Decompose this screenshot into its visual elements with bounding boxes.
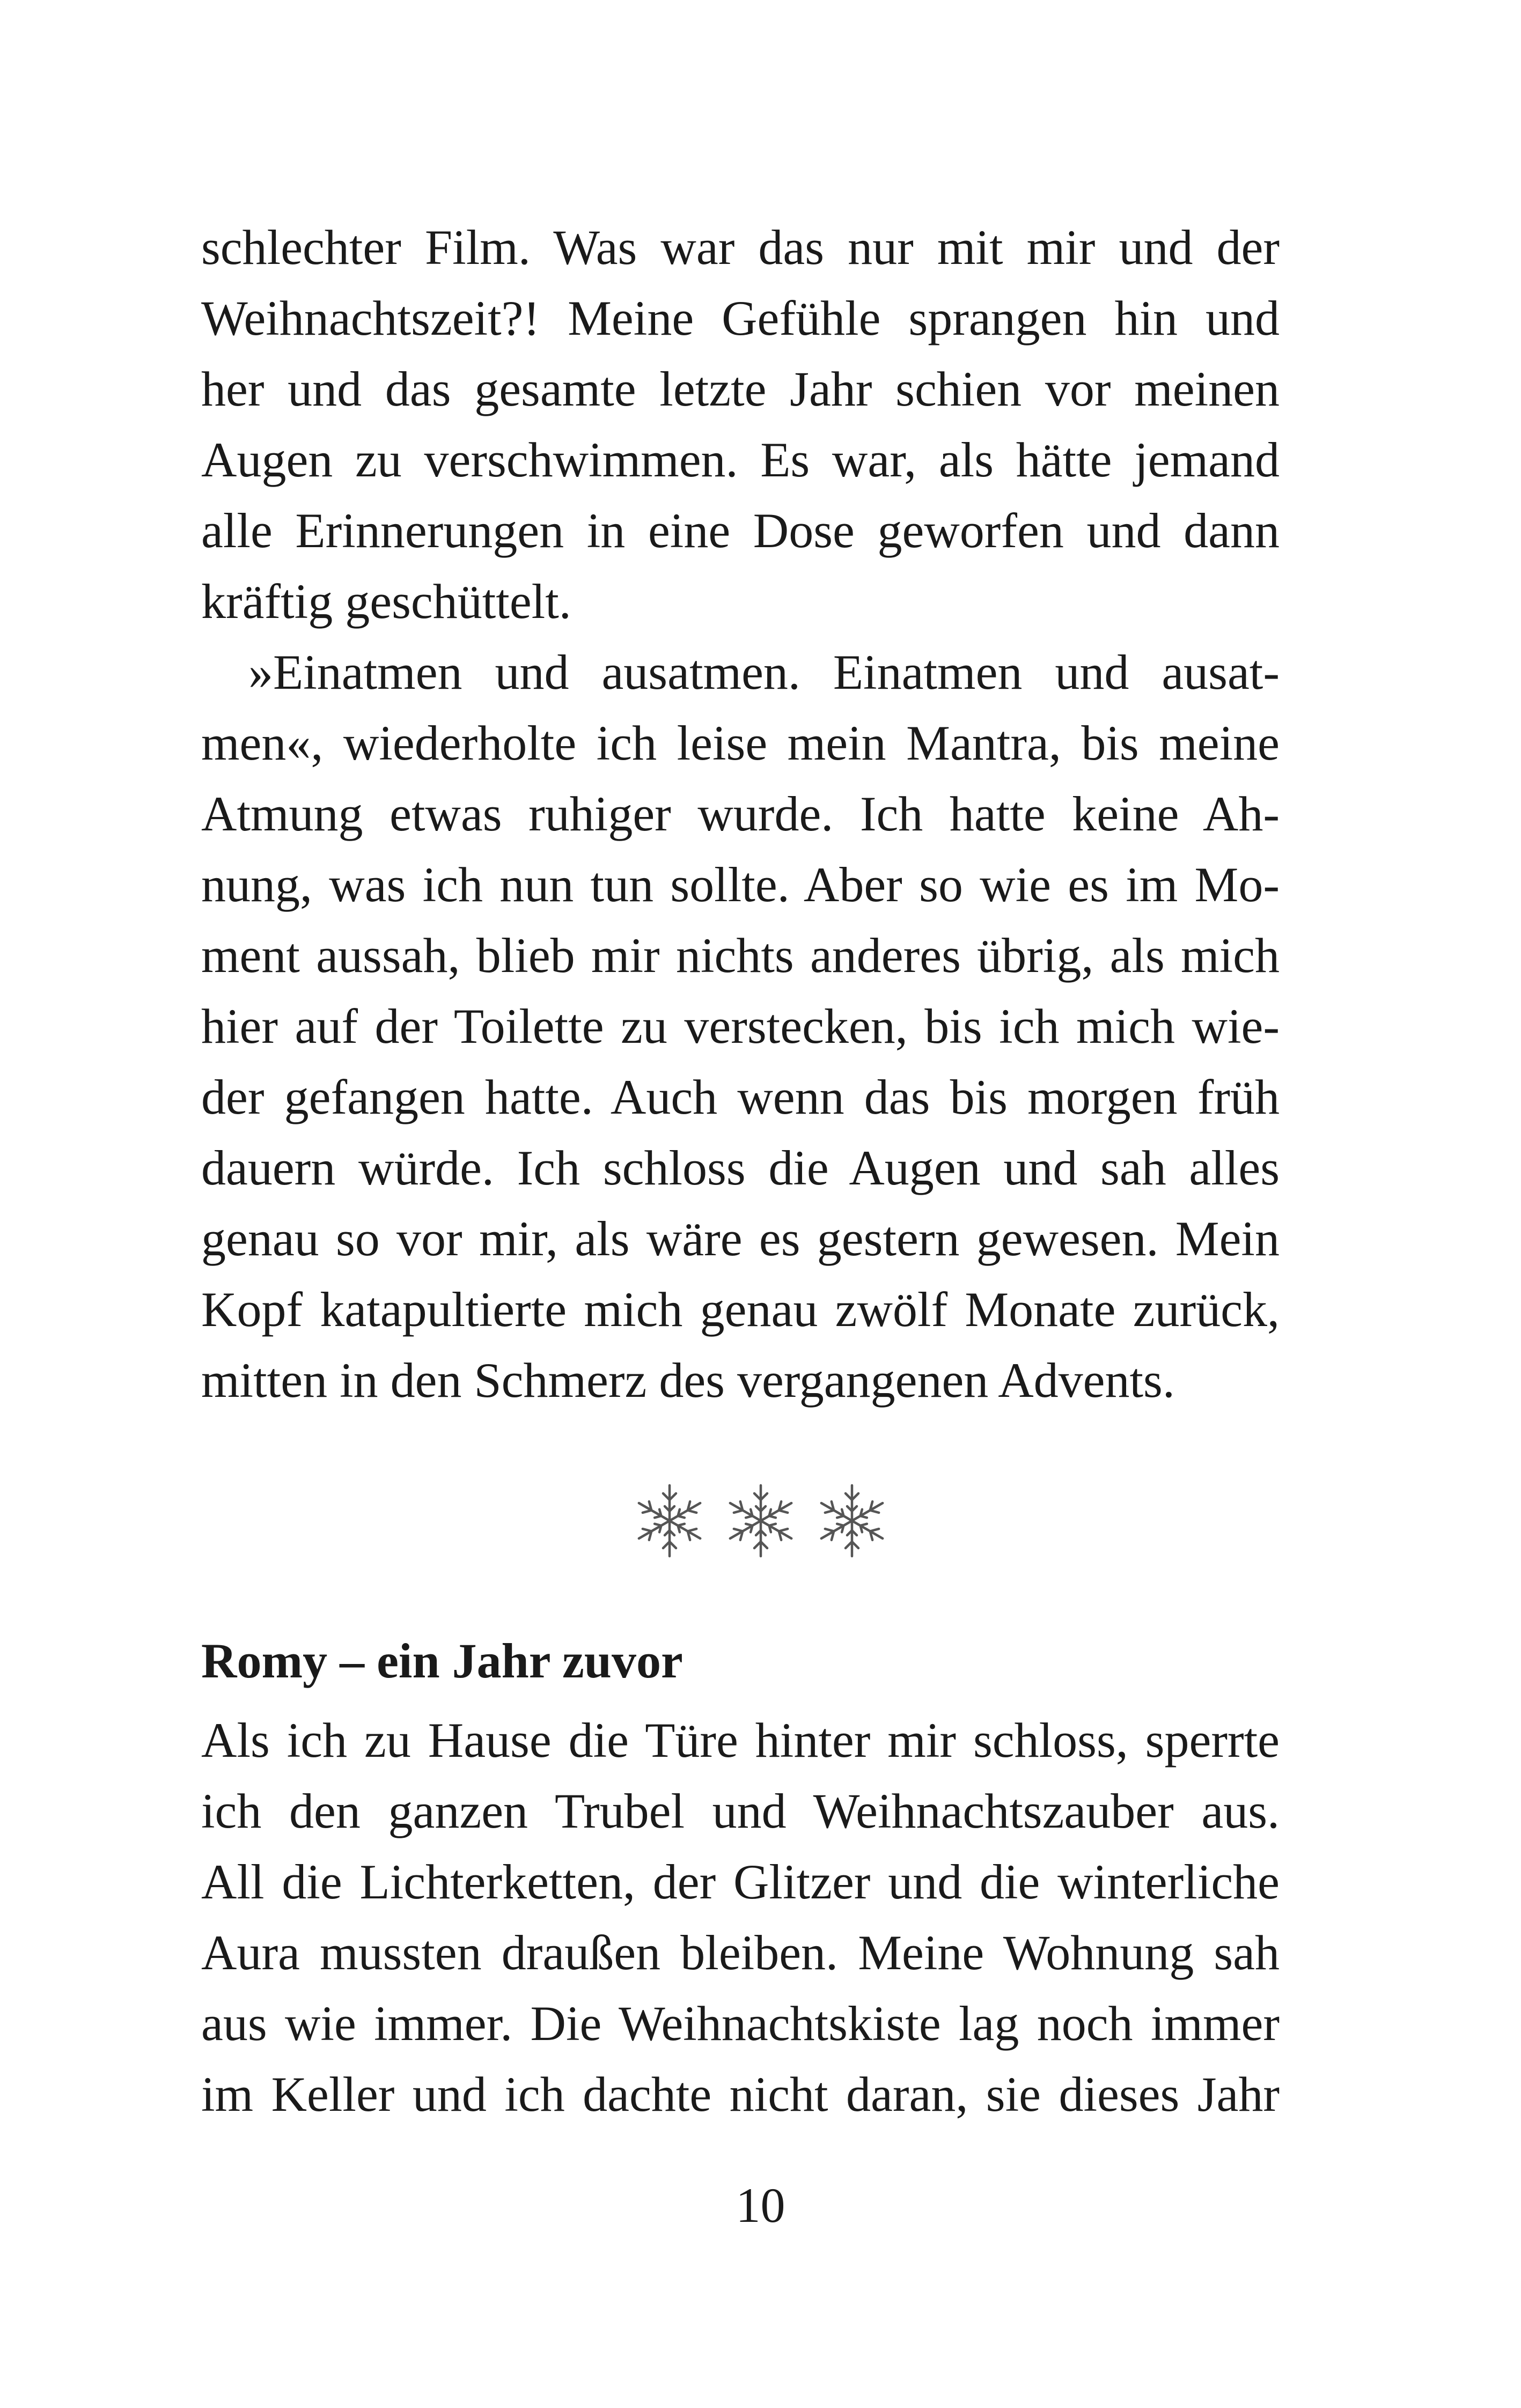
paragraph-2 (201, 637, 1280, 1416)
text-line: hier auf der Toilette zu verstecken, bis ich mich wie- (201, 999, 1280, 1054)
text-line: Kopf katapultierte mich genau zwölf Monate zurück, (201, 1282, 1280, 1337)
text-line: men«, wiederholte ich leise mein Mantra, bis meine (201, 716, 1280, 770)
snowflake-icon (812, 1481, 892, 1561)
text-line: der gefangen hatte. Auch wenn das bis morgen früh (201, 1070, 1280, 1124)
text-line: All die Lichterketten, der Glitzer und die winterliche (201, 1854, 1280, 1909)
page-number: 10 (736, 2178, 785, 2233)
text-line: mitten in den Schmerz des vergangenen Advents. (201, 1353, 1175, 1408)
paragraph-3 (201, 1705, 1280, 2130)
text-line: schlechter Film. Was war das nur mit mir und der (201, 220, 1280, 275)
text-line: aus wie immer. Die Weihnachtskiste lag noch immer (201, 1996, 1280, 2051)
text-line: her und das gesamte letzte Jahr schien vor meinen (201, 362, 1280, 416)
text-line: dauern würde. Ich schloss die Augen und sah alles (201, 1140, 1280, 1195)
text-line: Weihnachtszeit?! Meine Gefühle sprangen hin und (201, 291, 1280, 345)
text-line: genau so vor mir, als wäre es gestern gewesen. Mein (201, 1211, 1280, 1266)
text-line: nung, was ich nun tun sollte. Aber so wie es im Mo- (201, 857, 1280, 912)
section-divider (0, 1481, 1521, 1561)
text-line: »Einatmen und ausatmen. Einatmen und ausat- (248, 645, 1280, 699)
text-line: Aura mussten draußen bleiben. Meine Wohnung sah (201, 1925, 1280, 1980)
text-line: kräftig geschüttelt. (201, 574, 571, 629)
text-line: ich den ganzen Trubel und Weihnachtszauber aus. (201, 1784, 1280, 1838)
snowflake-icon (629, 1481, 710, 1561)
paragraph-1 (201, 212, 1280, 637)
text-line: alle Erinnerungen in eine Dose geworfen und dann (201, 503, 1280, 558)
text-line: Augen zu verschwimmen. Es war, als hätte jemand (201, 432, 1280, 487)
text-line: Atmung etwas ruhiger wurde. Ich hatte keine Ah- (201, 786, 1280, 841)
text-line: im Keller und ich dachte nicht daran, sie dieses Jahr (201, 2067, 1280, 2122)
text-line: Als ich zu Hause die Türe hinter mir schloss, sperrte (201, 1713, 1280, 1768)
section-heading: Romy – ein Jahr zuvor (201, 1633, 683, 1688)
snowflake-icon (721, 1481, 801, 1561)
text-line: ment aussah, blieb mir nichts anderes übrig, als mich (201, 928, 1280, 983)
